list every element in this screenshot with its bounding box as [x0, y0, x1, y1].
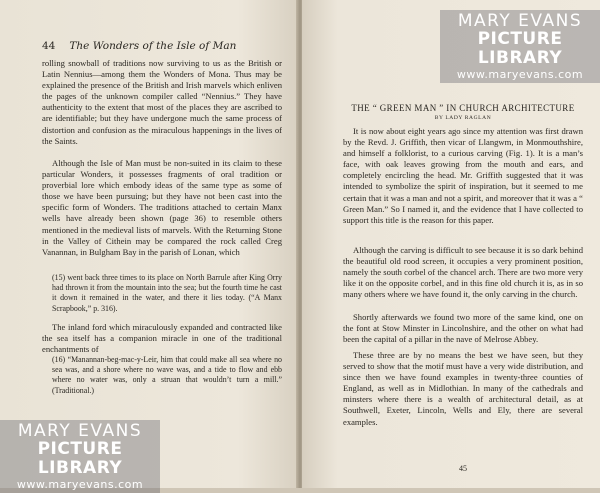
- paragraph: Shortly afterwards we found two more of the same kind, one on the font at Stow Minster in Lincolnshire, and the other on what had been the capital of a pillar in the nave of Melrose Abbey.: [343, 312, 583, 345]
- byline: BY LADY RAGLAN: [434, 115, 492, 121]
- watermark-line2: PICTURE LIBRARY: [477, 29, 563, 68]
- page-number-left: 44: [42, 40, 56, 52]
- watermark-line1: MARY EVANS: [17, 421, 143, 441]
- watermark-logo: [440, 10, 600, 83]
- paragraph: rolling snowball of traditions now surviving to us as the British or Latin Nennius—among them the Wonders of Mona. Thus may be explained the presence of the British and Irish marvels which enliven the pages of the unknown compiler called “Nennius.” They have authenticity to the extent that most of the places they are ascribed to are identifiable; but they have undergone much the same process of distortion and confusion as the miraculous happenings in the lives of the Saints.: [42, 58, 282, 146]
- page-number-right: 45: [459, 464, 467, 473]
- quotation: (16) “Manannan-beg-mac-y-Leir, him that could make all sea where no sea was, and a shore where no wave was, and a tide to flow and ebb where no water was, only a struan that wouldn’t turn a mill.” (Traditional.): [52, 355, 282, 395]
- paragraph: Although the Isle of Man must be non-suited in its claim to these particular Wonders, it possesses fragments of oral tradition or proverbial lore which embody ideas of the same type as some of those we have been pursuing; but they have not been cast into the specific form of Wonders. The traditions attached to certain Manx wells have already been shown (page 36) to resemble others mentioned in the medieval lists of marvels. With the Returning Stone in the Valley of Cithein may be compared the rock called Creg Vanannan, in Bulgham Bay in the parish of Lonan, which: [42, 158, 282, 257]
- paragraph: The inland ford which miraculously expanded and contracted like the sea itself has a companion miracle in one of the traditional enchantments of: [42, 322, 282, 355]
- paragraph: It is now about eight years ago since my attention was first drawn by the Revd. J. Griffith, then vicar of Llangwm, in Monmouthshire, and himself a folklorist, to a curious carving (Fig. 1). It is a man’s face, with oak leaves growing from the mouth and ears, and completely encircling the head. Mr. Griffith suggested that it was intended to symbolize the spirit of inspiration, but it seemed to me certain that it was a man and not a spirit, and moreover that it was a “ Green Man.” So I named it, and the evidence that I have collected to support this title is the reason for this paper.: [343, 126, 583, 225]
- running-head: [42, 40, 236, 52]
- article-title: THE “ GREEN MAN ” IN CHURCH ARCHITECTURE: [351, 103, 575, 113]
- paragraph: Although the carving is difficult to see because it is so dark behind the beautiful old rood screen, it occupies a very prominent position, namely the south corbel of the chancel arch. There are two more very like it on the opposite corbel, and in this fine old church it is, as in so many others where we have found it, the only carving in the church.: [343, 245, 583, 300]
- watermark-url: www.maryevans.com: [16, 478, 144, 491]
- quotation: (15) went back three times to its place on North Barrule after King Orry had thrown it from the mountain into the sea; but the fourth time he cast it down it remained in the water, and there it lies today. (“A Manx Scrapbook,” p. 316).: [52, 273, 282, 313]
- watermark-line2: PICTURE LIBRARY: [37, 439, 123, 478]
- running-head-title: The Wonders of the Isle of Man: [69, 40, 237, 52]
- left-page: [0, 0, 298, 488]
- watermark-url: www.maryevans.com: [456, 68, 584, 81]
- watermark-line1: MARY EVANS: [457, 11, 583, 31]
- paragraph: These three are by no means the best we have seen, but they served to show that the motif must have a very wide distribution, and since then we have found examples in twenty-three counties of England, as well as in Midlothian. In many of the cathedrals and minsters where there is a wealth of architectural detail, as at Southwell, Exeter, Lincoln, Wells and Ely, there are several examples.: [343, 350, 583, 427]
- watermark-logo: [0, 420, 160, 493]
